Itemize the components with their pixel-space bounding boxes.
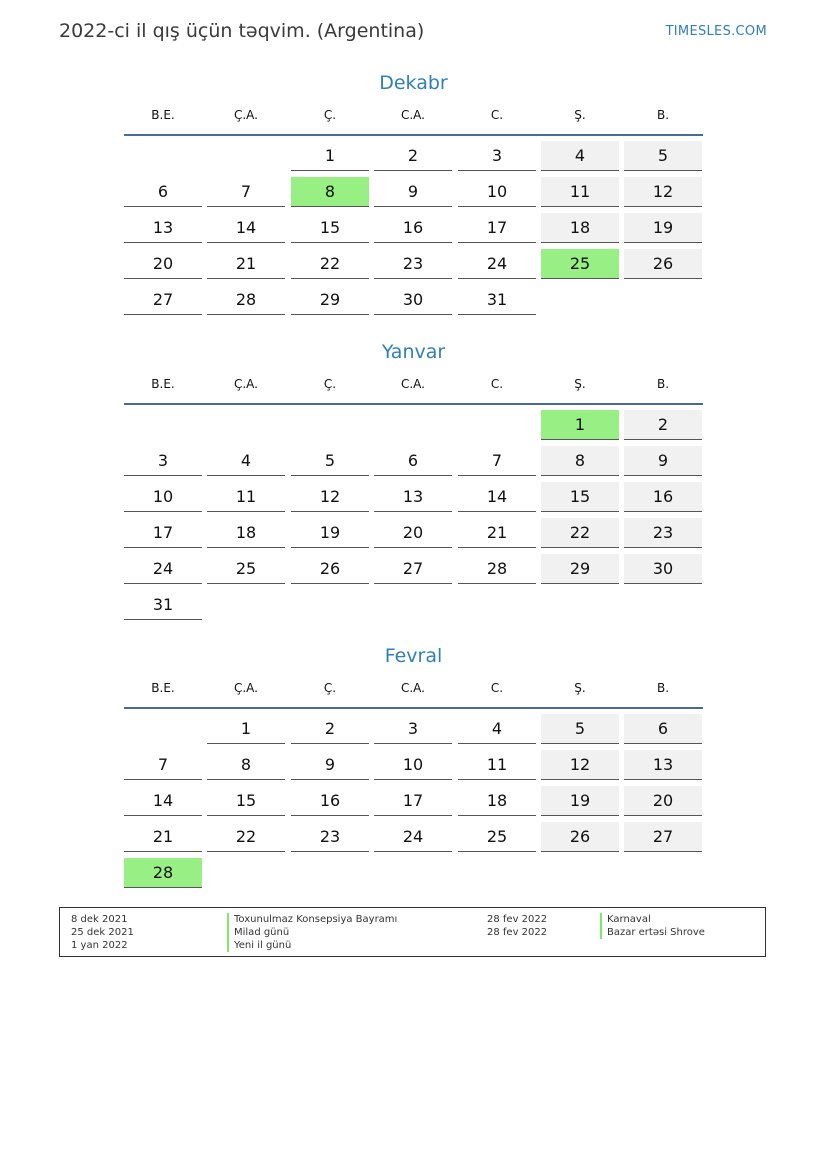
day-cell: 6 (124, 177, 202, 207)
day-cell: 20 (124, 249, 202, 279)
day-cell: 21 (458, 518, 536, 548)
day-cell: 31 (458, 285, 536, 315)
day-cell: 13 (374, 482, 452, 512)
day-cell: 14 (124, 786, 202, 816)
day-cell: 18 (458, 786, 536, 816)
day-cell: 12 (291, 482, 369, 512)
day-cell: 12 (541, 750, 619, 780)
day-cell: 5 (541, 714, 619, 744)
day-cell: 23 (374, 249, 452, 279)
day-cell: 20 (374, 518, 452, 548)
day-cell: 19 (624, 213, 702, 243)
month-name: Dekabr (379, 72, 448, 94)
day-cell: 15 (207, 786, 285, 816)
legend-holiday: Milad günü (227, 926, 397, 939)
day-cell: 1 (541, 410, 619, 440)
day-cell: 16 (624, 482, 702, 512)
day-cell: 29 (541, 554, 619, 584)
day-cell: 27 (374, 554, 452, 584)
day-cell: 5 (624, 141, 702, 171)
day-cell: 13 (124, 213, 202, 243)
day-cell: 17 (124, 518, 202, 548)
day-cell: 9 (291, 750, 369, 780)
header-rule (124, 403, 703, 405)
day-cell: 16 (291, 786, 369, 816)
day-cell: 27 (624, 822, 702, 852)
day-cell: 22 (291, 249, 369, 279)
day-cell: 18 (207, 518, 285, 548)
legend-holiday: Bazar ertəsi Shrove (600, 926, 705, 939)
day-cell: 12 (624, 177, 702, 207)
month-january (124, 339, 703, 626)
day-cell: 3 (374, 714, 452, 744)
day-cell: 15 (291, 213, 369, 243)
day-cell: 4 (207, 446, 285, 476)
day-cell: 10 (374, 750, 452, 780)
weekday-header (124, 677, 703, 703)
month-name: Yanvar (381, 341, 446, 363)
weekday-label: Ç. (323, 377, 337, 391)
weekday-label: B.E. (151, 108, 175, 122)
day-cell: 1 (291, 141, 369, 171)
legend-date: 25 dek 2021 (71, 927, 134, 938)
day-cell: 1 (207, 714, 285, 744)
weekday-label: B.E. (151, 681, 175, 695)
weekday-label: B. (656, 681, 670, 695)
day-cell: 26 (541, 822, 619, 852)
day-cell: 20 (624, 786, 702, 816)
day-cell: 24 (458, 249, 536, 279)
day-cell: 11 (541, 177, 619, 207)
day-cell: 22 (207, 822, 285, 852)
legend-date: 28 fev 2022 (487, 927, 548, 938)
day-cell: 7 (458, 446, 536, 476)
day-cell: 18 (541, 213, 619, 243)
day-cell: 4 (541, 141, 619, 171)
day-grid (124, 410, 703, 626)
weekday-label: C.A. (400, 108, 425, 122)
day-cell: 25 (458, 822, 536, 852)
weekday-label: C.A. (400, 377, 425, 391)
day-cell: 25 (541, 249, 619, 279)
month-name: Fevral (384, 645, 443, 667)
day-cell: 3 (458, 141, 536, 171)
site-link[interactable]: TIMESLES.COM (665, 24, 767, 39)
legend-date: 28 fev 2022 (487, 914, 548, 925)
day-cell: 21 (124, 822, 202, 852)
day-cell: 17 (374, 786, 452, 816)
day-cell: 3 (124, 446, 202, 476)
day-cell: 8 (207, 750, 285, 780)
day-cell: 29 (291, 285, 369, 315)
legend-holiday: Karnaval (600, 913, 705, 926)
month-december (124, 70, 703, 321)
day-cell: 6 (374, 446, 452, 476)
month-february (124, 643, 703, 894)
day-cell: 9 (624, 446, 702, 476)
day-cell: 13 (624, 750, 702, 780)
legend-holiday: Toxunulmaz Konsepsiya Bayramı (227, 913, 397, 926)
day-cell: 15 (541, 482, 619, 512)
day-cell: 28 (207, 285, 285, 315)
day-cell: 4 (458, 714, 536, 744)
weekday-label: Ş. (574, 681, 586, 695)
weekday-label: C. (490, 377, 504, 391)
header-rule (124, 134, 703, 136)
day-cell: 19 (541, 786, 619, 816)
page-title: 2022-ci il qış üçün təqvim. (Argentina) (59, 20, 425, 42)
weekday-label: C. (490, 108, 504, 122)
day-cell: 2 (624, 410, 702, 440)
day-cell: 26 (291, 554, 369, 584)
header-rule (124, 707, 703, 709)
day-grid (124, 714, 703, 894)
weekday-label: Ş. (574, 377, 586, 391)
weekday-label: Ç. (323, 108, 337, 122)
day-cell: 9 (374, 177, 452, 207)
day-cell: 24 (124, 554, 202, 584)
day-cell: 28 (124, 858, 202, 888)
day-cell: 8 (291, 177, 369, 207)
day-cell: 21 (207, 249, 285, 279)
legend-date: 8 dek 2021 (71, 914, 128, 925)
day-cell: 17 (458, 213, 536, 243)
day-cell: 8 (541, 446, 619, 476)
day-cell: 11 (458, 750, 536, 780)
day-cell: 6 (624, 714, 702, 744)
day-cell: 31 (124, 590, 202, 620)
day-cell: 14 (207, 213, 285, 243)
weekday-label: C. (490, 681, 504, 695)
weekday-header (124, 373, 703, 399)
holiday-legend (59, 907, 766, 957)
day-cell: 2 (374, 141, 452, 171)
day-cell: 10 (124, 482, 202, 512)
day-cell: 23 (291, 822, 369, 852)
day-cell: 22 (541, 518, 619, 548)
day-cell: 10 (458, 177, 536, 207)
day-cell: 25 (207, 554, 285, 584)
day-cell: 19 (291, 518, 369, 548)
day-cell: 26 (624, 249, 702, 279)
weekday-label: Ç.A. (233, 108, 258, 122)
day-cell: 30 (624, 554, 702, 584)
weekday-label: B. (656, 377, 670, 391)
day-cell: 23 (624, 518, 702, 548)
weekday-label: Ç.A. (233, 377, 258, 391)
day-cell: 7 (207, 177, 285, 207)
day-grid (124, 141, 703, 321)
day-cell: 5 (291, 446, 369, 476)
day-cell: 24 (374, 822, 452, 852)
day-cell: 27 (124, 285, 202, 315)
weekday-label: Ç.A. (233, 681, 258, 695)
day-cell: 16 (374, 213, 452, 243)
day-cell: 2 (291, 714, 369, 744)
legend-date: 1 yan 2022 (71, 940, 128, 951)
weekday-header (124, 104, 703, 130)
weekday-label: Ç. (323, 681, 337, 695)
weekday-label: B. (656, 108, 670, 122)
weekday-label: Ş. (574, 108, 586, 122)
legend-holiday: Yeni il günü (227, 939, 397, 952)
weekday-label: B.E. (151, 377, 175, 391)
day-cell: 28 (458, 554, 536, 584)
day-cell: 7 (124, 750, 202, 780)
day-cell: 11 (207, 482, 285, 512)
day-cell: 30 (374, 285, 452, 315)
day-cell: 14 (458, 482, 536, 512)
weekday-label: C.A. (400, 681, 425, 695)
